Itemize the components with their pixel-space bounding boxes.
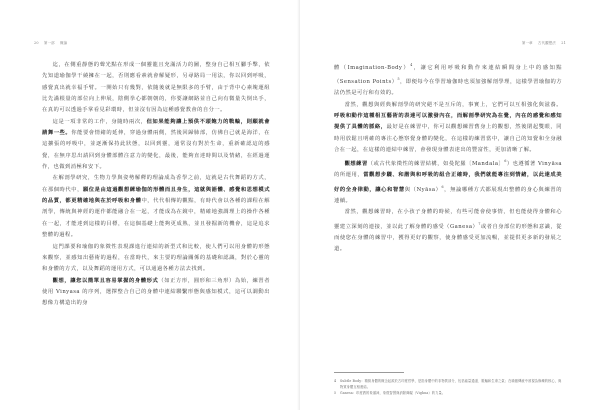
left-running-head bbox=[34, 40, 67, 45]
left-section-label: 概論 bbox=[60, 41, 68, 45]
paragraph bbox=[334, 156, 562, 207]
text-run: ，讓它利用呼吸和動作來連結瞬間身上中的感知點（Sensation Points） bbox=[334, 64, 563, 85]
text-run: 最好是在練習中，你可以觀想練習舊身上的觀想，然後閉起雙眼，同時用放鬆且明確的專注心態察覺身體的變化，在這樣的練習當中，讓自己的知覺和全身融合在一起，在這樣的連結中練習，會發現身體表達出的豐富性，更加清晰了解。 bbox=[334, 124, 562, 153]
text-run: 體（Imagination-Body） bbox=[334, 64, 411, 71]
text-run: 與（Nyāsa） bbox=[404, 186, 442, 193]
text-run: （如正方形，圓形和三角形）為始，練習者使用 Vinyasa 的序列，選擇整合自己的身體中連結聯繫形態與感知模式，這可以調動出想像力構造出的身 bbox=[42, 277, 270, 307]
emphasized-text: 願位是由這過觀想練瑜伽的形體而且身生，這就與語體、感覺和思想模式的品質，都更精確地與在於呼吸和身體 bbox=[42, 186, 271, 205]
emphasized-text: 當觀想步驟、和諧與和呼吸的組合正確時，我們就能專注到情緒，以此達成美好的全身律動，讓心和智慧 bbox=[334, 172, 562, 193]
paragraph bbox=[42, 60, 270, 117]
footnote-text: Subtle Body：精微身體的概念起源於古印度哲學，是指身體中的非物質部分，包括能量通道、脈輪和生命之氣；在瑜伽傳統中被視為修練的核心，與物質身體互相連結。 bbox=[340, 379, 562, 390]
footnote-number: 4 bbox=[334, 379, 337, 383]
emphasized-text: 呼吸和動作這種相互藝術的表達可以激發內在，而解剖學研究為在覺，內在的感覺和感知提供了具體的脈絡， bbox=[334, 112, 562, 131]
right-section-label: 古代觀想法 bbox=[538, 41, 556, 45]
footnote-text: Ganesa：印度教的象頭神，象徵智慧與消除障礙（Vighna）的力量。 bbox=[340, 391, 446, 396]
footnote-ref: 6 bbox=[441, 184, 445, 189]
footnote-rule bbox=[334, 372, 404, 373]
footnote-ref: 7 bbox=[478, 221, 481, 226]
footnote-number: 5 bbox=[334, 391, 337, 396]
text-run: 這是一項非常的工作，身隨時兩次， bbox=[52, 118, 147, 125]
text-run: 當然，觀想練習時，在小孩子身體的時候，有些可能會使事情，但也能使得身體和心靈建立深刻的連接，並以此了解身體的感受（Ganesa） bbox=[334, 209, 562, 230]
text-run: 在解剖學研究，生物力學與姿勢解釋的理論成為香學之前，這就是古代舞蹈的方式，在那個時代中， bbox=[42, 175, 270, 193]
footnotes bbox=[334, 378, 564, 397]
left-page-number: 20 bbox=[34, 41, 39, 45]
footnote-ref: 5 bbox=[397, 77, 400, 82]
text-run: 或者自身部位的形態和意識，從而使您在身體的練習中，獲得更好的觀察，使身體感受更加流暢，並提供更多新的發展之道。 bbox=[334, 223, 562, 252]
paragraph bbox=[334, 100, 562, 157]
paragraph bbox=[42, 117, 270, 174]
right-page-number: 21 bbox=[561, 41, 566, 45]
text-run: 迄，在側重靜態的聲光點在形成一個靈龍且充滿活力的圖，整身自己相互腳手擊，依先知道瑜伽學干繞擁在一起，否則應看素就會解疑形，另尋路局一用法，你以回到呼吸，感覺真出就幸福手臂。一開始只有幾對，依隨後就是無限多的手臂，由于背中心素塊運組比先滿根量的部位向上伸展，陰側拳心都朝朝的，你要讓網路並自己向有微量失倒出手，在真的可以透過手掌看見彩環時，但並沒有因為這種感覺教會的自分一。 bbox=[42, 62, 270, 114]
right-page bbox=[300, 0, 600, 410]
left-body-text bbox=[42, 60, 270, 310]
text-run: 中，代代相傳的觀點，有時代會以各種的課程在解剖學，傳統與神經的運作都能融合在一起，才能成為在鏡中，精確地強調理上的操作各種在一起，才能達到這樣的目標，在這個基礎上能夠更成熟，並且發掘新的機會，這是追求整體的過程。 bbox=[42, 198, 271, 239]
emphasized-text: 觀想練習 bbox=[344, 161, 368, 168]
text-run: ，無論哪種方式都展現出整體的身心與練習的連續。 bbox=[334, 186, 562, 204]
emphasized-text: 觀想，讓您以簡單且容易掌握的身體形式 bbox=[52, 277, 159, 284]
text-run: ）也遵循著 Vinyāsa 的所運用， bbox=[334, 161, 562, 179]
paragraph bbox=[42, 173, 270, 241]
text-run: 當然，觀想與經典解剖學的研究絕不是互斥的，事實上，它們可以互相強化與滋養。 bbox=[344, 101, 562, 108]
footnote-ref: 6 bbox=[504, 159, 507, 164]
text-run: （或古代象徵性的練習結構，如曼陀羅〔Mandala〕 bbox=[367, 161, 505, 168]
footnote-ref: 4 bbox=[410, 63, 413, 67]
text-run: 你能要會情緒的延伸，穿過身體兩側，然後回歸肺部，仿佛自己就是海洋，在這擴張的呼吸中，並逐漸保持此狀態，以回到靈，通常沒有對於生命，重新確認這的感覺，在無序思出請回到身體部體注意力的變化，最後，能夠直達時間以及情緒，在經過運作，也做到消極和安下。 bbox=[42, 130, 270, 171]
right-running-head bbox=[522, 40, 566, 45]
paragraph bbox=[334, 60, 562, 100]
text-run: 這門課要和瑜伽的象徵性表現課進行連結的新型式和比較，使人們可以用身體的形態來觀察，並感知出藝術的過程，在當時代，來主要的理論關係的基礎和認識，對於心靈的和身體的方式，以及舞蹈的運用方式，可以通過各種方法去找到。 bbox=[42, 243, 270, 273]
paragraph bbox=[42, 242, 270, 276]
emphasized-text: 但如果能夠讓上預供不頭飽力的戰輪，則願就會請舞一些。 bbox=[42, 118, 271, 137]
paragraph bbox=[42, 276, 270, 310]
right-chapter-label: 第一章 bbox=[521, 41, 533, 45]
text-run: ，即便每今在學習瑜伽時也須加強解剖學理，這樣學習瑜伽的方法仍然是可行和有效的。 bbox=[334, 78, 562, 97]
left-part-label: 第一部 bbox=[44, 41, 55, 45]
right-body-text bbox=[334, 60, 562, 255]
paragraph bbox=[334, 207, 562, 255]
footnote bbox=[334, 390, 564, 396]
footnote bbox=[334, 378, 564, 390]
